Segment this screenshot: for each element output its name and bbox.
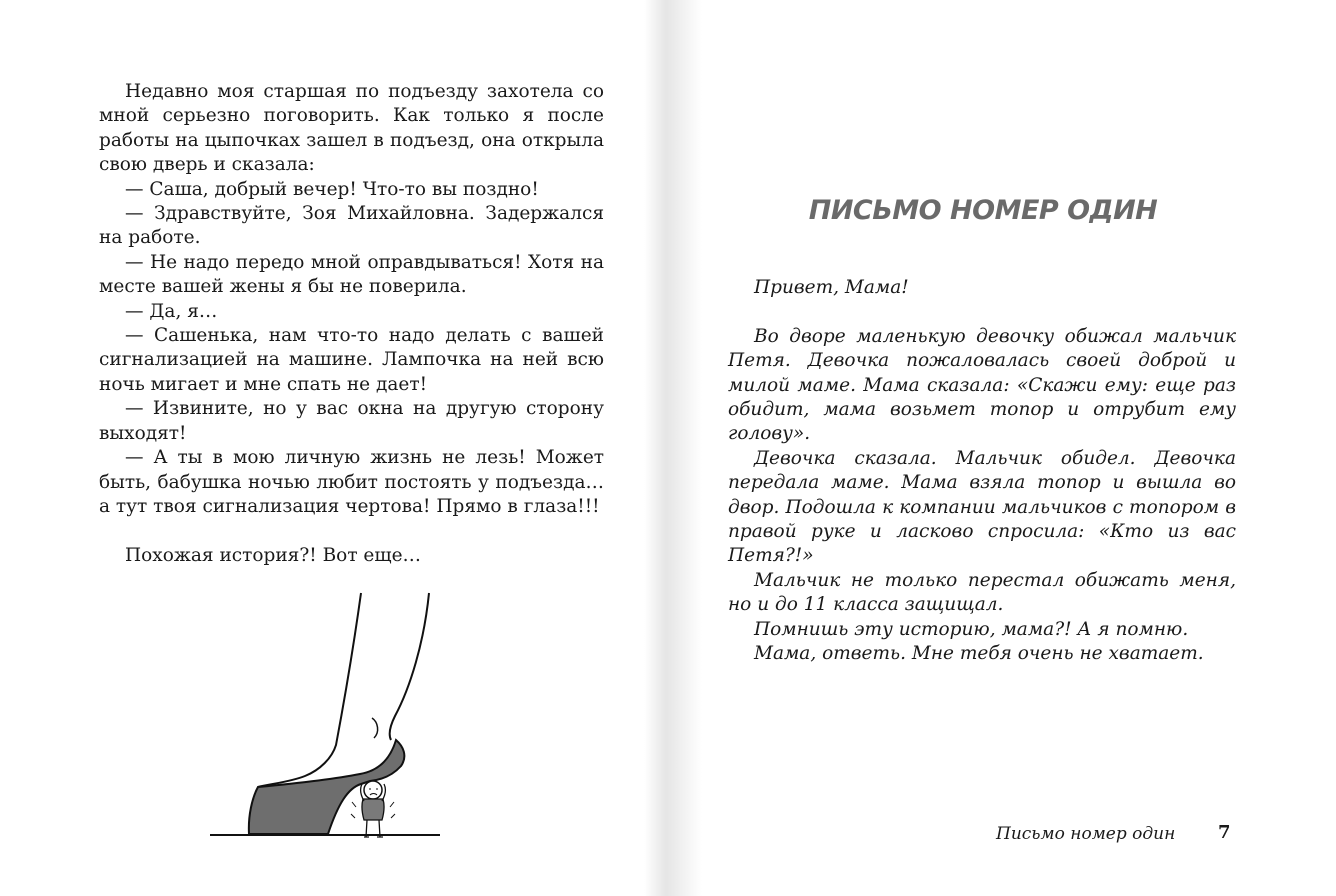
leg-outline bbox=[258, 593, 361, 787]
gutter-shadow bbox=[644, 0, 666, 896]
paragraph: Во дворе маленькую девочку обижал мальчик Петя. Девочка пожаловалась своей доброй и милой маме. Мама сказала: «Скажи ему: еще раз обидит, мама возьмет топор и отрубит ему голову». bbox=[728, 325, 1236, 445]
paragraph: Недавно моя старшая по подъезду захотела со мной серьезно поговорить. Как только я после работы на цыпочках зашел в подъезд, она открыла свою дверь и сказала: bbox=[99, 81, 604, 176]
dialogue-line: — Извините, но у вас окна на другую сторону выходят! bbox=[99, 398, 604, 444]
dialogue-line: — Саша, добрый вечер! Что-то вы поздно! bbox=[125, 178, 539, 200]
dialogue-line: — А ты в мою личную жизнь не лезь! Может быть, бабушка ночью любит постоять у подъезда… а тут твоя сигнализация чертова! Прямо в глаза!!! bbox=[99, 447, 604, 517]
dialogue-line: — Да, я… bbox=[125, 300, 218, 322]
paragraph: Девочка сказала. Мальчик обидел. Девочка передала маме. Мама взяла топор и вышла во двор. Подошла к компании мальчиков с топором в правой руке и ласково спросила: «Кто из вас Петя?!» bbox=[728, 447, 1236, 567]
high-heel-illustration bbox=[200, 588, 450, 848]
paragraph: Помнишь эту историю, мама?! А я помню. bbox=[754, 618, 1189, 640]
right-page bbox=[666, 0, 1336, 896]
tiny-man-body bbox=[362, 799, 384, 820]
gutter-shadow bbox=[666, 0, 702, 896]
dialogue-line: — Здравствуйте, Зоя Михайловна. Задержался на работе. bbox=[99, 203, 604, 249]
chapter-title: ПИСЬМО НОМЕР ОДИН bbox=[808, 195, 1158, 226]
running-footer: Письмо номер один bbox=[996, 824, 1176, 844]
page-number: 7 bbox=[1218, 822, 1231, 843]
dialogue-line: — Не надо передо мной оправдываться! Хотя на месте вашей жены я бы не поверила. bbox=[99, 251, 604, 298]
dialogue-line: — Сашенька, нам что-то надо делать с вашей сигнализацией на машине. Лампочка на ней всю ночь мигает и мне спать не дает! bbox=[99, 325, 604, 395]
closing-line: Похожая история?! Вот еще… bbox=[125, 544, 422, 566]
paragraph: Мальчик не только перестал обижать меня, но и до 11 класса защищал. bbox=[728, 569, 1236, 616]
left-page bbox=[0, 0, 666, 896]
paragraph: Мама, ответь. Мне тебя очень не хватает. bbox=[754, 643, 1204, 665]
tiny-man-head bbox=[364, 781, 382, 799]
left-page-text bbox=[99, 80, 604, 568]
letter-text bbox=[728, 276, 1236, 666]
leg-outline bbox=[390, 593, 429, 740]
greeting: Привет, Мама! bbox=[754, 277, 909, 298]
